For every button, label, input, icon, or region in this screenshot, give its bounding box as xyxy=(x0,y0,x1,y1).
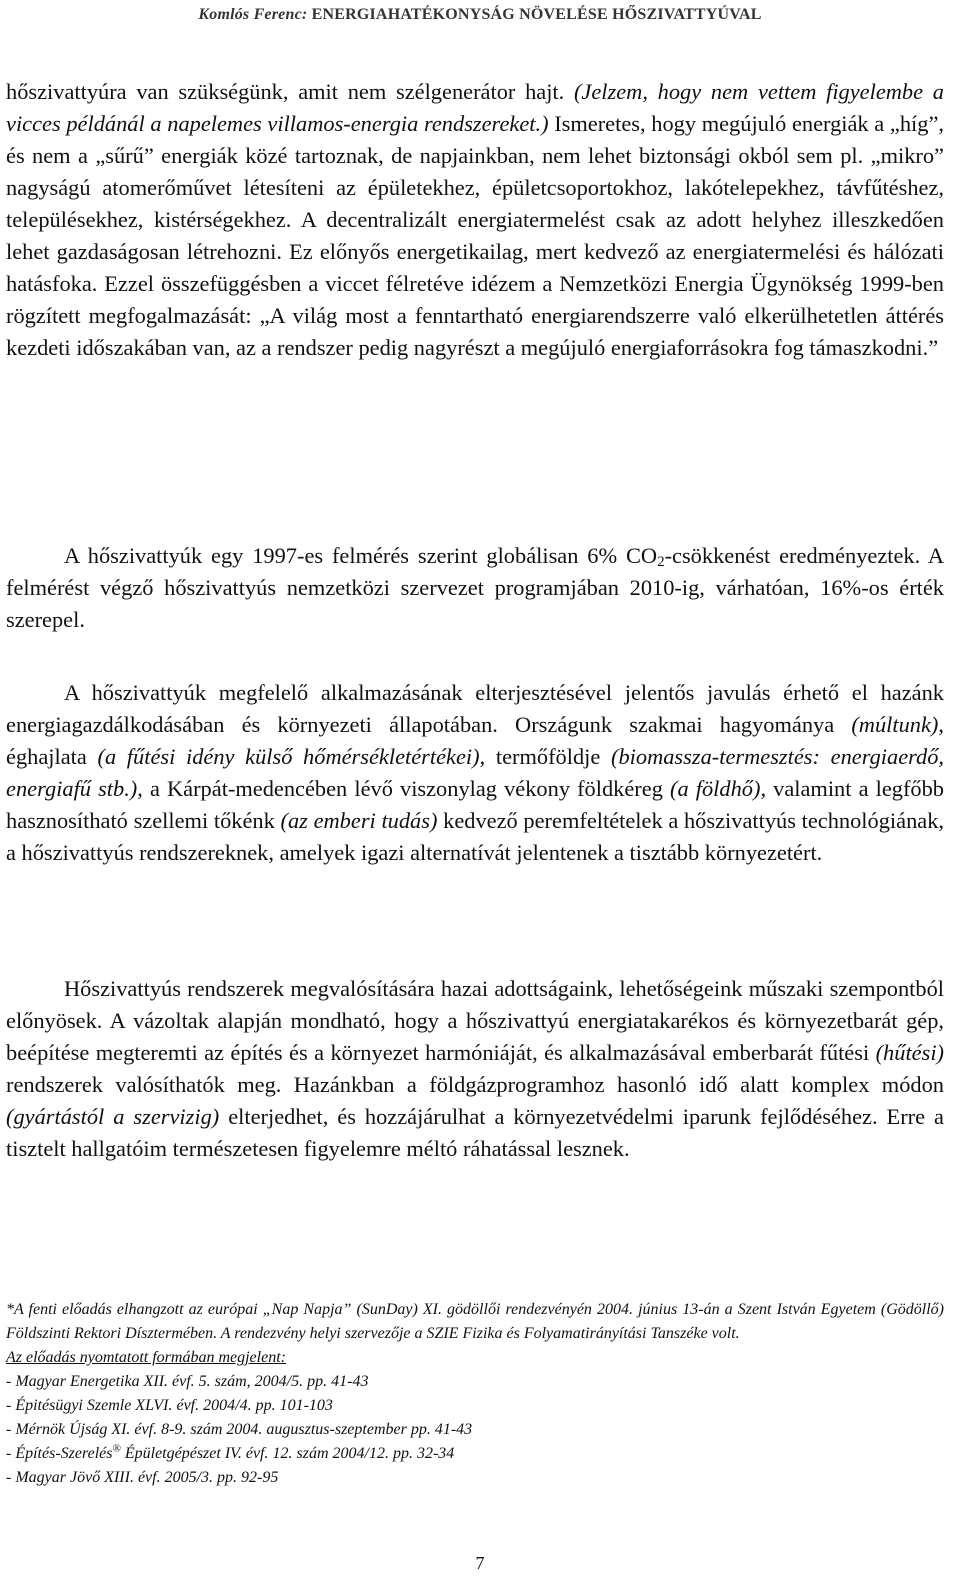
para3-text-3: , termőföldje xyxy=(479,744,611,769)
paragraph-1 xyxy=(6,76,944,364)
para3-text-2: , éghajlata xyxy=(6,712,944,769)
footnote-item-4b: Épületgépészet IV. évf. 12. szám 2004/12. pp. 32-34 xyxy=(120,1445,455,1462)
header-author: Komlós Ferenc: xyxy=(198,6,308,23)
para4-italic-2: (gyártástól a szervizig) xyxy=(6,1104,220,1129)
footnote-item: - Magyar Jövő XIII. évf. 2005/3. pp. 92-95 xyxy=(6,1469,279,1486)
para2-subscript: 2 xyxy=(657,554,665,570)
para1-sentence-1: hőszivattyúra van szükségünk, amit nem szélgenerátor hajt. xyxy=(6,79,574,104)
footnote-published-heading: Az előadás nyomtatott formában megjelent: xyxy=(6,1349,286,1366)
para3-text-1: A hőszivattyúk megfelelő alkalmazásának elterjesztésével jelentős javulás érhető el hazánk energiagazdálkodásában és környezeti állapotában. Országunk szakmai hagyománya xyxy=(6,680,944,737)
para4-text-1: Hőszivattyús rendszerek megvalósítására hazai adottságaink, lehetőségeink műszaki szempontból előnyösek. A vázoltak alapján mondható, hogy a hőszivattyú energiatakarékos és környezetbarát gép, beépítése megteremti az építés és a környezet harmóniáját, és alkalmazásával emberbarát fűtési xyxy=(6,976,944,1065)
registered-mark: ® xyxy=(112,1442,121,1455)
para3-italic-3: (biomassza-termesztés: energiaerdő, energiafű stb.) xyxy=(6,744,945,801)
para2-text-a: A hőszivattyúk egy 1997-es felmérés szerint globálisan 6% CO xyxy=(64,543,658,568)
para3-italic-4: (a földhő) xyxy=(670,776,761,801)
para3-italic-1: (múltunk) xyxy=(851,712,939,737)
para4-text-2: rendszerek valósíthatók meg. Hazánkban a földgázprogramhoz hasonló idő alatt komplex módon xyxy=(6,1072,944,1097)
para2-text-b: -csökkenést eredményeztek. A felmérést végző hőszivattyús nemzetközi szervezet programjában 2010-ig, várhatóan, 16%-os érték szerepel. xyxy=(6,543,944,632)
paragraph-3 xyxy=(6,677,944,869)
para4-italic-1: (hűtési) xyxy=(875,1040,944,1065)
header-title: ENERGIAHATÉKONYSÁG NÖVELÉSE HŐSZIVATTYÚVAL xyxy=(311,6,762,23)
para1-italic-note: (Jelzem, hogy nem vettem figyelembe a vicces példánál a napelemes villamos-energia rendszereket.) xyxy=(6,79,944,136)
footnote-intro: *A fenti előadás elhangzott az európai „Nap Napja” (SunDay) XI. gödöllői rendezvényén 2004. június 13-án a Szent István Egyetem (Gödöllő) Földszinti Rektori Dísztermében. A rendezvény helyi szervezője a SZIE Fizika és Folyamatirányítási Tanszéke volt. xyxy=(6,1301,944,1342)
para3-text-5: , valamint a legfőbb hasznosítható szellemi tőkénk xyxy=(6,776,945,833)
paragraph-4 xyxy=(6,973,944,1165)
paragraph-2 xyxy=(6,540,944,636)
para3-text-4: , a Kárpát-medencében lévő viszonylag vékony földkéreg xyxy=(137,776,670,801)
footnote-item xyxy=(6,1442,944,1466)
para1-rest: Ismeretes, hogy megújuló energiák a „híg”, és nem a „sűrű” energiák közé tartoznak, de napjainkban, nem lehet biztonsági okból sem pl. „mikro” nagyságú atomerőművet létesíteni az épületekhez, épületcsoportokhoz, lakótelepekhez, távfűtéshez, településekhez, kistérségekhez. A decentralizált energiatermelést csak az adott helyhez illeszkedően lehet gazdaságosan létrehozni. Ez előnyős energetikailag, mert kedvező az energiatermelési és hálózati hatásfoka. Ezzel összefüggésben a viccet félretéve idézem a Nemzetközi Energia Ügynökség 1999-ben rögzített megfogalmazását: „A világ most a fenntartható energiarendszerre való elkerülhetetlen áttérés kezdeti időszakában van, az a rendszer pedig nagyrészt a megújuló energiaforrásokra fog támaszkodni.” xyxy=(6,111,944,360)
footnote xyxy=(6,1298,944,1490)
para3-italic-2: (a fűtési idény külső hőmérsékletértékei) xyxy=(97,744,480,769)
running-header xyxy=(0,6,960,24)
footnote-item: - Épitésügyi Szemle XLVI. évf. 2004/4. pp. 101-103 xyxy=(6,1397,333,1414)
para3-italic-5: (az emberi tudás) xyxy=(280,808,438,833)
footnote-item: - Magyar Energetika XII. évf. 5. szám, 2004/5. pp. 41-43 xyxy=(6,1373,369,1390)
page-number: 7 xyxy=(475,1553,485,1573)
para3-text-6: kedvező peremfeltételek a hőszivattyús technológiának, a hőszivattyús rendszereknek, amelyek igazi alternatívát jelentenek a tisztább környezetért. xyxy=(6,808,944,865)
footnote-item: - Mérnök Újság XI. évf. 8-9. szám 2004. augusztus-szeptember pp. 41-43 xyxy=(6,1421,473,1438)
footnote-item-4a: - Építés-Szerelés xyxy=(6,1445,113,1462)
para4-text-3: elterjedhet, és hozzájárulhat a környezetvédelmi iparunk fejlődéséhez. Erre a tisztelt hallgatóim természetesen figyelemre méltó ráhatással lesznek. xyxy=(6,1104,944,1161)
